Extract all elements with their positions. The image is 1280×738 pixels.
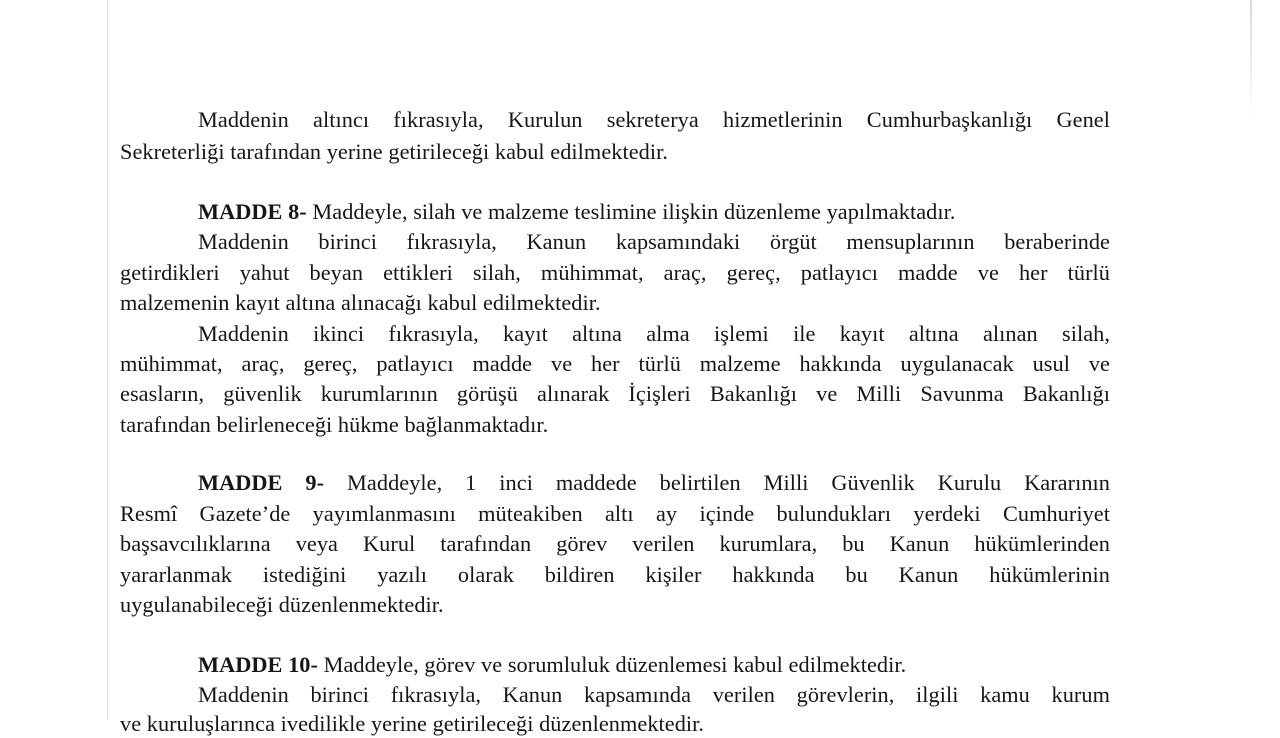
paragraph-line [120, 500, 1110, 528]
paragraph-line [120, 289, 1110, 317]
article-heading-madde-9: MADDE 9- [198, 470, 325, 495]
paragraph-line [120, 411, 1110, 439]
text-run: Maddeyle, silah ve malzeme teslimine ilişkin düzenleme yapılmaktadır. [312, 199, 956, 224]
article-heading-line [120, 198, 1110, 226]
scan-edge-left [107, 0, 108, 720]
paragraph-line [120, 138, 1110, 166]
paragraph-line [120, 228, 1110, 256]
paragraph-line [120, 259, 1110, 287]
text-run: malzemenin kayıt altına alınacağı kabul edilmektedir. [120, 290, 601, 315]
paragraph-line [120, 530, 1110, 558]
article-heading-line [120, 651, 1110, 679]
text-run: Maddeyle, görev ve sorumluluk düzenlemesi kabul edilmektedir. [323, 652, 907, 677]
text-run: ve kuruluşlarınca ivedilikle yerine getirileceği düzenlenmektedir. [120, 711, 705, 736]
text-run: Maddenin birinci fıkrasıyla, Kanun kapsamındaki örgüt mensuplarının beraberinde [198, 229, 1110, 254]
paragraph-line [120, 320, 1110, 348]
text-run: Maddeyle, 1 inci maddede belirtilen Milli Güvenlik Kurulu Kararının [347, 470, 1110, 495]
text-run: Maddenin birinci fıkrasıyla, Kanun kapsamında verilen görevlerin, ilgili kamu kurum [198, 682, 1110, 707]
text-run: Maddenin altıncı fıkrasıyla, Kurulun sekreterya hizmetlerinin Cumhurbaşkanlığı Genel [198, 107, 1110, 132]
text-run: esasların, güvenlik kurumlarının görüşü alınarak İçişleri Bakanlığı ve Milli Savunma Bakanlığı [120, 381, 1110, 406]
paragraph-line [120, 380, 1110, 408]
text-run: başsavcılıklarına veya Kurul tarafından görev verilen kurumlara, bu Kanun hükümlerinden [120, 531, 1110, 556]
scan-edge-right [1250, 0, 1252, 120]
paragraph-line [120, 681, 1110, 709]
text-run: tarafından belirleneceği hükme bağlanmaktadır. [120, 412, 549, 437]
text-run: Resmî Gazete’de yayımlanmasını müteakiben altı ay içinde bulundukları yerdeki Cumhuriyet [120, 501, 1110, 526]
text-run: yararlanmak istediğini yazılı olarak bildiren kişiler hakkında bu Kanun hükümlerinin [120, 562, 1110, 587]
text-run: uygulanabileceği düzenlenmektedir. [120, 592, 444, 617]
text-run: mühimmat, araç, gereç, patlayıcı madde ve her türlü malzeme hakkında uygulanacak usul ve [120, 351, 1110, 376]
article-heading-line [120, 469, 1110, 497]
text-run: Sekreterliği tarafından yerine getirileceği kabul edilmektedir. [120, 139, 668, 164]
paragraph-line [120, 350, 1110, 378]
paragraph-line [120, 106, 1110, 134]
article-heading-madde-10: MADDE 10- [198, 652, 318, 677]
paragraph-line [120, 710, 1110, 738]
article-heading-madde-8: MADDE 8- [198, 199, 307, 224]
paragraph-line [120, 561, 1110, 589]
text-run: getirdikleri yahut beyan ettikleri silah, mühimmat, araç, gereç, patlayıcı madde ve her türlü [120, 260, 1110, 285]
text-run: Maddenin ikinci fıkrasıyla, kayıt altına alma işlemi ile kayıt altına alınan silah, [198, 321, 1110, 346]
paragraph-line [120, 591, 1110, 619]
